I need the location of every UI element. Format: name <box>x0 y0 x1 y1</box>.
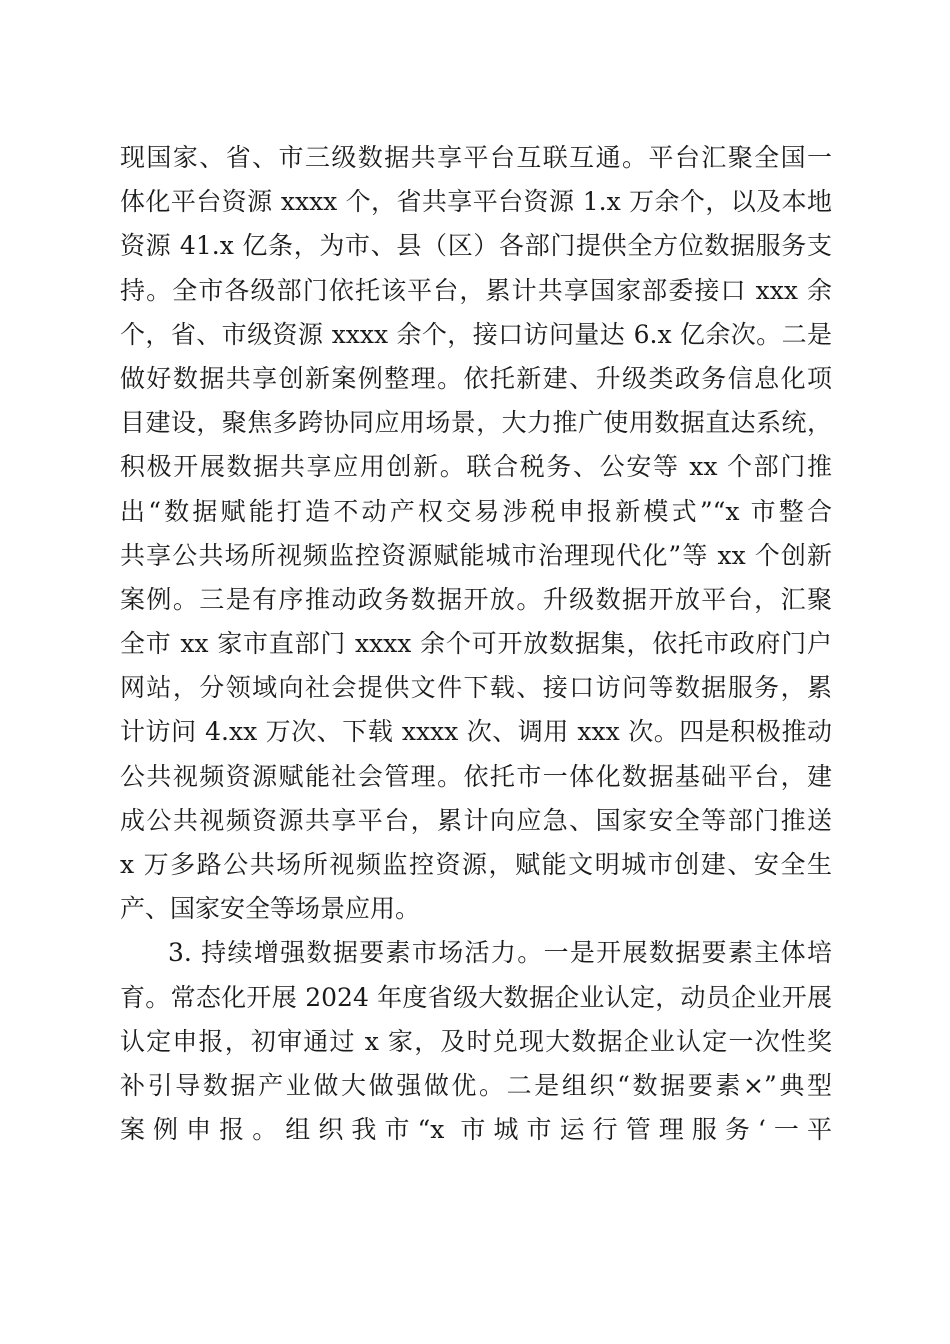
text-line: 共享公共场所视频监控资源赋能城市治理现代化”等 xx 个创新 <box>120 540 832 570</box>
text-line: 目建设，聚焦多跨协同应用场景，大力推广使用数据直达系统， <box>120 408 832 438</box>
text-line: 做好数据共享创新案例整理。依托新建、升级类政务信息化项 <box>120 363 832 393</box>
text-line: 个，省、市级资源 xxxx 余个，接口访问量达 6.x 亿余次。二是 <box>120 319 832 349</box>
text-line: 案例申报。组织我市“x 市城市运行管理服务‘一平 <box>120 1115 832 1145</box>
text-line: 公共视频资源赋能社会管理。依托市一体化数据基础平台，建 <box>120 761 832 791</box>
text-line: 积极开展数据共享应用创新。联合税务、公安等 xx 个部门推 <box>120 452 832 482</box>
text-line: 案例。三是有序推动政务数据开放。升级数据开放平台，汇聚 <box>120 584 832 614</box>
text-line: 育。常态化开展 2024 年度省级大数据企业认定，动员企业开展 <box>120 982 832 1012</box>
text-line: 计访问 4.xx 万次、下载 xxxx 次、调用 xxx 次。四是积极推动 <box>120 717 832 747</box>
text-line: 全市 xx 家市直部门 xxxx 余个可开放数据集，依托市政府门户 <box>120 629 832 659</box>
paragraph-end-line: 产、国家安全等场景应用。 <box>120 894 421 924</box>
text-line: 认定申报，初审通过 x 家，及时兑现大数据企业认定一次性奖 <box>120 1026 832 1056</box>
text-line: x 万多路公共场所视频监控资源，赋能文明城市创建、安全生 <box>120 850 832 879</box>
body-text <box>120 136 832 1152</box>
text-line: 现国家、省、市三级数据共享平台互联互通。平台汇聚全国一 <box>120 143 832 172</box>
text-line: 体化平台资源 xxxx 个，省共享平台资源 1.x 万余个，以及本地 <box>120 187 832 217</box>
text-line: 成公共视频资源共享平台，累计向应急、国家安全等部门推送 <box>120 805 832 835</box>
text-line: 资源 41.x 亿条，为市、县（区）各部门提供全方位数据服务支 <box>120 231 832 261</box>
text-line: 持。全市各级部门依托该平台，累计共享国家部委接口 xxx 余 <box>120 275 832 305</box>
text-line: 补引导数据产业做大做强做优。二是组织“数据要素×”典型 <box>120 1070 832 1100</box>
section-heading-line: 3. 持续增强数据要素市场活力。一是开展数据要素主体培 <box>168 938 832 968</box>
text-line: 网站，分领域向社会提供文件下载、接口访问等数据服务，累 <box>120 673 832 703</box>
text-line: 出“数据赋能打造不动产权交易涉税申报新模式”“x 市整合 <box>120 496 832 526</box>
